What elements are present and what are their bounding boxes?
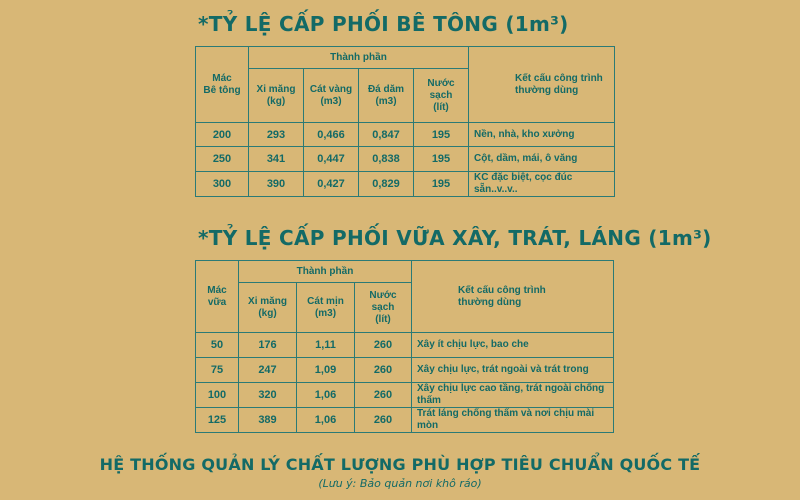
grade-cell: 125: [196, 408, 239, 433]
sand-cell: 1,09: [297, 358, 355, 383]
col-sand: Cát vàng (m3): [304, 69, 359, 123]
water-cell: 195: [414, 147, 469, 172]
sand-cell: 0,466: [304, 123, 359, 147]
table-row: [196, 383, 614, 408]
sand-cell: 1,11: [297, 333, 355, 358]
quality-system-heading: HỆ THỐNG QUẢN LÝ CHẤT LƯỢNG PHÙ HỢP TIÊU CHUẨN QUỐC TẾ: [99, 455, 701, 474]
water-cell: 260: [355, 383, 412, 408]
usage-cell: Trát láng chống thấm và nơi chịu mài mòn: [412, 408, 614, 433]
components-header: Thành phần: [239, 261, 412, 283]
table-row: [196, 408, 614, 433]
components-header: Thành phần: [249, 47, 469, 69]
stone-cell: 0,847: [359, 123, 414, 147]
stone-cell: 0,838: [359, 147, 414, 172]
col-sand: Cát mịn (m3): [297, 283, 355, 333]
cement-cell: 247: [239, 358, 297, 383]
table-row: [196, 358, 614, 383]
storage-note: (Lưu ý: Bảo quản nơi khô ráo): [318, 477, 482, 490]
col-water: Nước sạch (lít): [355, 283, 412, 333]
usage-cell: KC đặc biệt, cọc đúc sẵn..v..v..: [469, 172, 615, 197]
usage-header: Kết cấu công trình thường dùng: [469, 47, 615, 123]
grade-cell: 50: [196, 333, 239, 358]
water-cell: 260: [355, 358, 412, 383]
usage-cell: Xây chịu lực cao tầng, trát ngoài chống thấm: [412, 383, 614, 408]
grade-header: Mác Bê tông: [196, 47, 249, 123]
grade-cell: 250: [196, 147, 249, 172]
grade-cell: 300: [196, 172, 249, 197]
col-water: Nước sạch (lít): [414, 69, 469, 123]
usage-cell: Xây chịu lực, trát ngoài và trát trong: [412, 358, 614, 383]
concrete-mix-table: [195, 46, 615, 197]
grade-cell: 75: [196, 358, 239, 383]
concrete-mix-title: *TỶ LỆ CẤP PHỐI BÊ TÔNG (1m³): [198, 12, 569, 36]
col-cement: Xi măng (kg): [239, 283, 297, 333]
cement-cell: 320: [239, 383, 297, 408]
usage-cell: Nền, nhà, kho xưởng: [469, 123, 615, 147]
cement-cell: 390: [249, 172, 304, 197]
grade-cell: 200: [196, 123, 249, 147]
table-row: [196, 123, 615, 147]
grade-header: Mác vữa: [196, 261, 239, 333]
mortar-mix-table: [195, 260, 614, 433]
cement-cell: 389: [239, 408, 297, 433]
cement-cell: 293: [249, 123, 304, 147]
col-stone: Đá dăm (m3): [359, 69, 414, 123]
sand-cell: 1,06: [297, 408, 355, 433]
mortar-mix-title: *TỶ LỆ CẤP PHỐI VỮA XÂY, TRÁT, LÁNG (1m³): [198, 226, 712, 250]
table-row: [196, 333, 614, 358]
sand-cell: 0,427: [304, 172, 359, 197]
col-cement: Xi măng (kg): [249, 69, 304, 123]
usage-cell: Cột, dầm, mái, ô văng: [469, 147, 615, 172]
table-row: [196, 172, 615, 197]
table-row: [196, 147, 615, 172]
stone-cell: 0,829: [359, 172, 414, 197]
water-cell: 260: [355, 333, 412, 358]
water-cell: 195: [414, 123, 469, 147]
sand-cell: 1,06: [297, 383, 355, 408]
grade-cell: 100: [196, 383, 239, 408]
usage-cell: Xây ít chịu lực, bao che: [412, 333, 614, 358]
sand-cell: 0,447: [304, 147, 359, 172]
cement-cell: 341: [249, 147, 304, 172]
water-cell: 260: [355, 408, 412, 433]
water-cell: 195: [414, 172, 469, 197]
cement-cell: 176: [239, 333, 297, 358]
usage-header: Kết cấu công trình thường dùng: [412, 261, 614, 333]
